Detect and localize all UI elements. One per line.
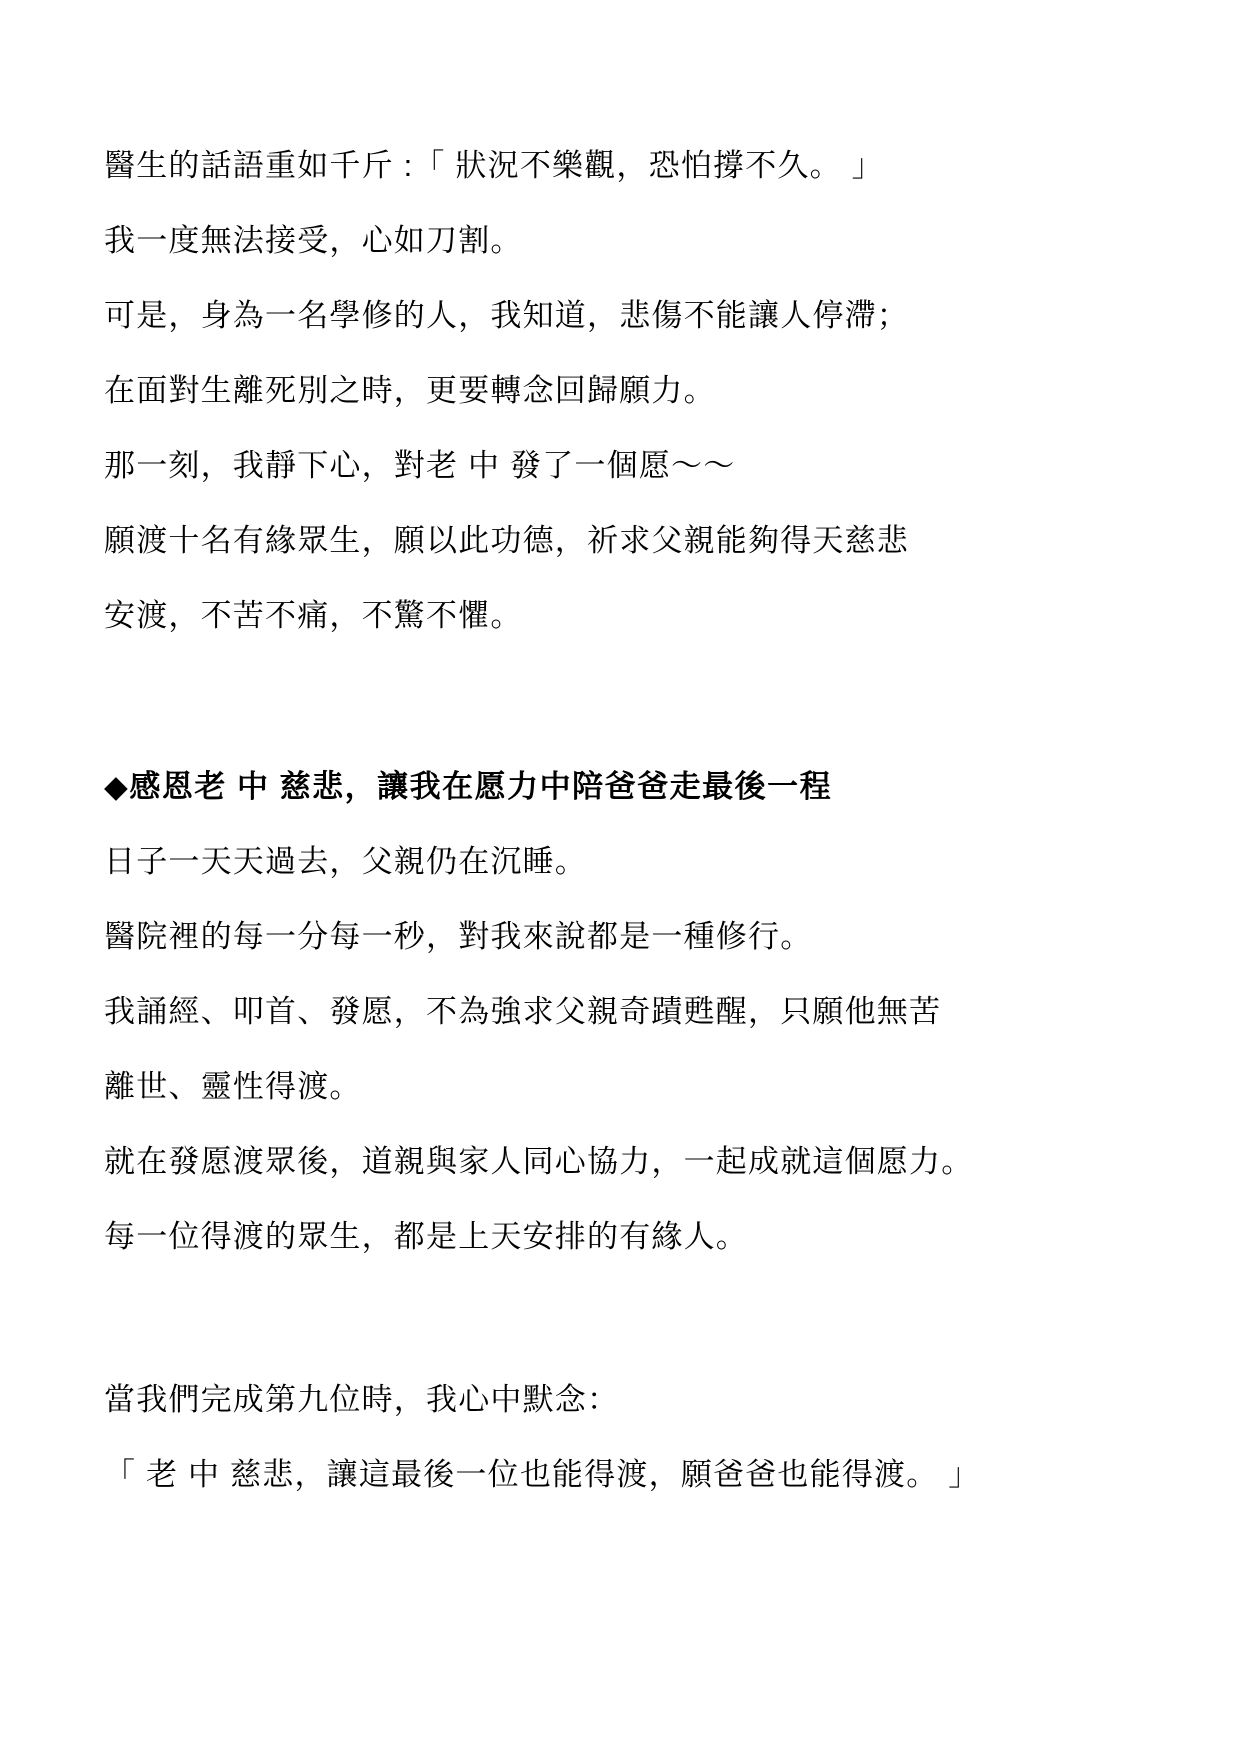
- heading-block-2: [104, 749, 1137, 824]
- text-line: 可是，身為一名學修的人，我知道，悲傷不能讓人停滯；: [104, 298, 909, 333]
- text-line: 願渡十名有緣眾生，願以此功德，祈求父親能夠得天慈悲: [104, 523, 909, 558]
- text-line: 醫生的話語重如千斤 :「 狀況不樂觀，恐怕撐不久。 」: [104, 148, 884, 183]
- section-heading: ◆感恩老 中 慈悲，讓我在愿力中陪爸爸走最後一程: [104, 769, 833, 804]
- text-line: 那一刻，我靜下心，對老 中 發了一個愿～～: [104, 448, 736, 483]
- text-line: 安渡，不苦不痛，不驚不懼。: [104, 598, 523, 633]
- text-line: 當我們完成第九位時，我心中默念：: [104, 1382, 620, 1417]
- paragraph-block-4: [104, 1362, 1137, 1512]
- text-line: 我一度無法接受，心如刀割。: [104, 223, 523, 258]
- text-line: 「 老 中 慈悲，讓這最後一位也能得渡，願爸爸也能得渡。 」: [104, 1457, 981, 1492]
- text-line: 在面對生離死別之時，更要轉念回歸願力。: [104, 373, 716, 408]
- text-line: 我誦經、叩首、發愿，不為強求父親奇蹟甦醒，只願他無苦: [104, 994, 942, 1029]
- paragraph-block-3: [104, 824, 1137, 1274]
- text-line: 離世、靈性得渡。: [104, 1069, 362, 1104]
- text-line: 就在發愿渡眾後，道親與家人同心協力，一起成就這個愿力。: [104, 1144, 974, 1179]
- paragraph-spacer: [104, 653, 1137, 749]
- paragraph-block-1: [104, 128, 1137, 653]
- text-line: 醫院裡的每一分每一秒，對我來說都是一種修行。: [104, 919, 813, 954]
- text-line: 每一位得渡的眾生，都是上天安排的有緣人。: [104, 1219, 748, 1254]
- text-line: 日子一天天過去，父親仍在沉睡。: [104, 844, 587, 879]
- paragraph-spacer: [104, 1274, 1137, 1362]
